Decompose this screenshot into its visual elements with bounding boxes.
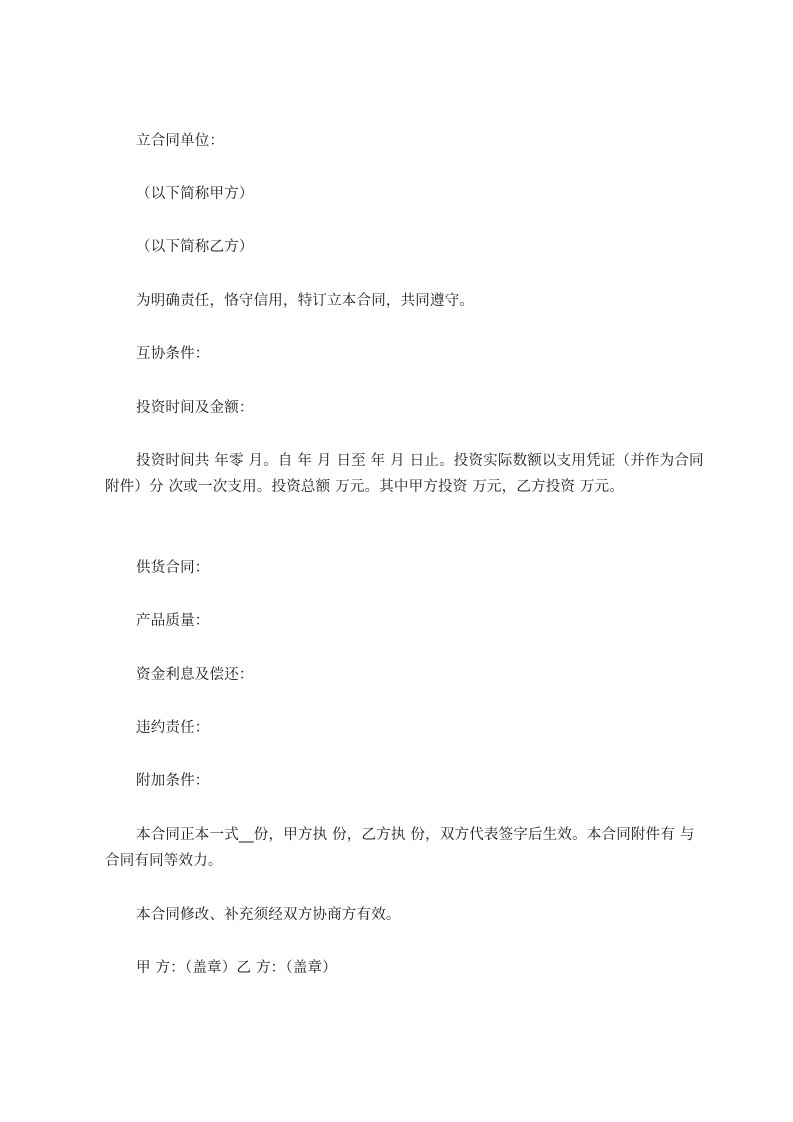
product-quality-heading: 产品质量：: [136, 613, 210, 629]
interest-repayment-heading: 资金利息及偿还：: [136, 667, 254, 683]
investment-heading: 投资时间及金额：: [136, 400, 254, 416]
breach-liability-heading: 违约责任：: [136, 720, 210, 736]
amendment-clause: 本合同修改、补充须经双方协商方有效。: [136, 907, 401, 923]
additional-terms-heading: 附加条件：: [136, 773, 210, 789]
contract-parties-heading: 立合同单位：: [136, 133, 225, 149]
cooperation-terms-heading: 互协条件：: [136, 346, 210, 362]
supply-contract-heading: 供货合同：: [136, 560, 210, 576]
party-b-line: （以下简称乙方）: [136, 239, 254, 255]
investment-details: 投资时间共 年零 月。自 年 月 日至 年 月 日止。投资实际数额以支用凭证（并作为合同附件）分 次或一次支用。投资总额 万元。其中甲方投资 万元，乙方投资 万元。: [105, 453, 704, 495]
contract-purpose: 为明确责任，恪守信用，特订立本合同，共同遵守。: [136, 293, 475, 309]
copies-clause: 本合同正本一式__份，甲方执 份，乙方执 份，双方代表签字后生效。本合同附件有 与合同有同等效力。: [105, 827, 695, 869]
signature-line: 甲 方：（盖章）乙 方：（盖章）: [136, 960, 337, 976]
party-a-line: （以下简称甲方）: [136, 186, 254, 202]
